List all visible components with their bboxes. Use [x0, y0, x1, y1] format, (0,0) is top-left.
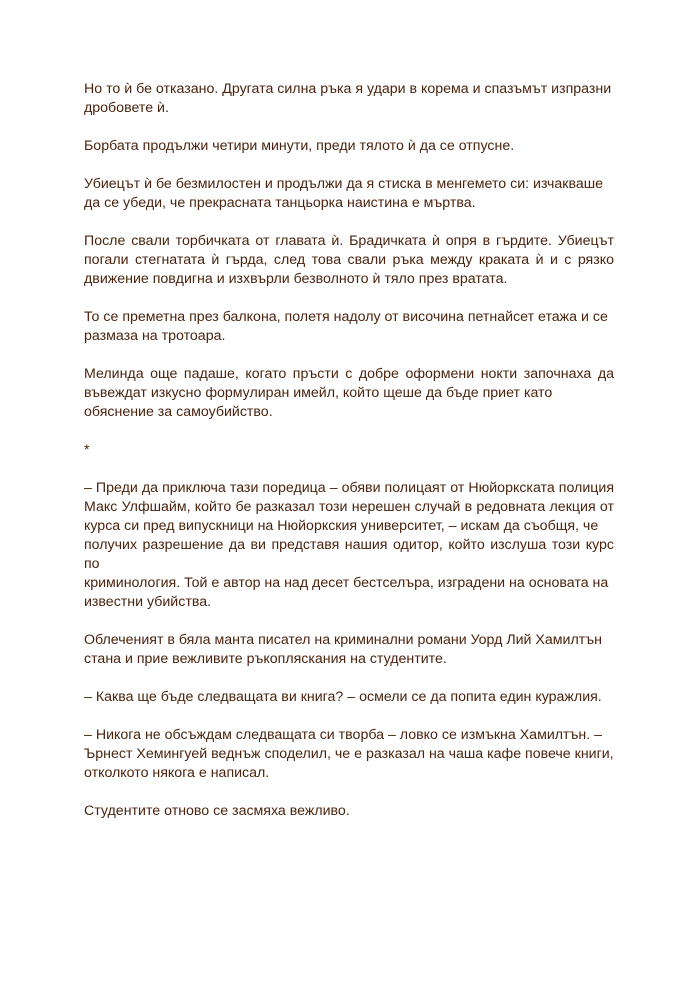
paragraph-10: – Никога не обсъждам следващата си творба – ловко се измъкна Хамилтън. – Ърнест Хемингуей веднъж споделил, че е разказал на чаша кафе повече книги, отколкото някога е написал. [84, 727, 614, 781]
paragraph-3: Убиецът ѝ бе безмилостен и продължи да я стиска в менгемето си: изчакваше да се убеди, че прекрасната танцьорка наистина е мъртва. [84, 176, 604, 211]
paragraph-8: Облеченият в бяла манта писател на криминални романи Уорд Лий Хамилтън стана и прие вежливите ръкопляскания на студентите. [84, 632, 602, 667]
paragraph-9: – Каква ще бъде следващата ви книга? – осмели се да попита един куражлия. [84, 689, 602, 705]
paragraph-1: Но то ѝ бе отказано. Другата силна ръка я удари в корема и спазъмът изпразни дробовете ѝ. [84, 81, 612, 116]
paragraph-6: Мелинда още падаше, когато пръсти с добре оформени нокти започнаха да въвеждат изкусно формулиран имейл, който щеше да бъде приет като обяснение за самоубийство. [84, 366, 614, 420]
paragraph-11: Студентите отново се засмяха вежливо. [84, 803, 350, 819]
paragraph-7: – Преди да приключа тази поредица – обяви полицаят от Нюйоркската полиция Макс Улфшайм, който бе разказал този нерешен случай в редовната лекция от курса си пред випускници на Нюйоркския университет, – искам да съобщя, че получих разрешение да ви представя нашия одитор, който изслуша този курс по криминология. Той е автор на над десет бестселъра, изградени на основата на известни убийства. [84, 480, 614, 610]
paragraph-4: После свали торбичката от главата ѝ. Брадичката ѝ опря в гърдите. Убиецът погали стегнатата ѝ гърда, след това свали ръка между краката ѝ и с рязко движение повдигна и изхвърли безволното ѝ тяло през вратата. [84, 233, 614, 287]
body-text [84, 80, 614, 840]
paragraph-5: То се преметна през балкона, полетя надолу от височина петнайсет етажа и се размаза на тротоара. [84, 309, 608, 344]
section-separator: * [84, 442, 90, 458]
paragraph-2: Борбата продължи четири минути, преди тялото ѝ да се отпусне. [84, 138, 515, 154]
